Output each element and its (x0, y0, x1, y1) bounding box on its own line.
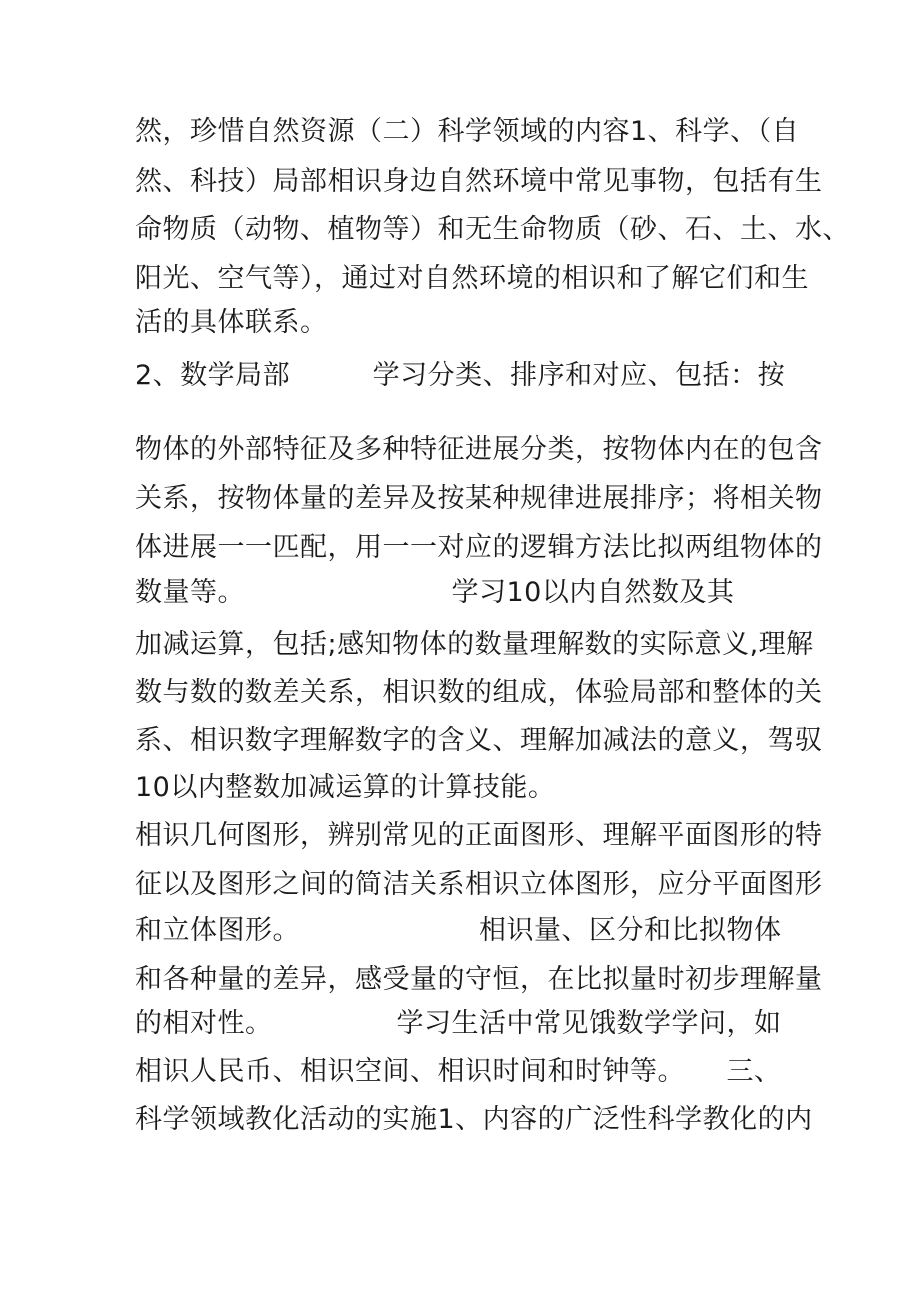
text-line: 命物质（动物、植物等）和无生命物质（砂、石、土、水、 (135, 214, 850, 245)
text-line: 和立体图形。 相识量、区分和比拟物体 (135, 915, 782, 946)
text-line: 加减运算，包括;感知物体的数量理解数的实际意义,理解 (135, 629, 814, 660)
text-line: 征以及图形之间的简洁关系相识立体图形，应分平面图形 (135, 869, 823, 900)
text-line: 10以内整数加减运算的计算技能。 (135, 772, 556, 803)
text-line: 数与数的数差关系，相识数的组成，体验局部和整体的关 (135, 677, 823, 708)
text-line: 数量等。 学习10以内自然数及其 (135, 577, 735, 608)
text-line: 体进展一一匹配，用一一对应的逻辑方法比拟两组物体的 (135, 532, 823, 563)
text-line: 2、数学局部 学习分类、排序和对应、包括：按 (135, 360, 786, 391)
text-line: 和各种量的差异，感受量的守恒，在比拟量时初步理解量 (135, 964, 823, 995)
text-line: 相识人民币、相识空间、相识时间和时钟等。 三、 (135, 1056, 782, 1087)
text-line: 系、相识数字理解数字的含义、理解加减法的意义，驾驭 (135, 725, 823, 756)
text-line: 物体的外部特征及多种特征进展分类，按物体内在的包含 (135, 434, 823, 465)
text-line: 然、科技）局部相识身边自然环境中常见事物，包括有生 (135, 166, 823, 197)
text-line: 科学领域教化活动的实施1、内容的广泛性科学教化的内 (135, 1104, 813, 1135)
text-line: 阳光、空气等），通过对自然环境的相识和了解它们和生 (135, 263, 809, 294)
text-line: 关系，按物体量的差异及按某种规律进展排序；将相关物 (135, 483, 823, 514)
text-line: 的相对性。 学习生活中常见饿数学学问，如 (135, 1008, 782, 1039)
text-line: 相识几何图形，辨别常见的正面图形、理解平面图形的特 (135, 820, 823, 851)
text-line: 然，珍惜自然资源（二）科学领域的内容1、科学、（自 (135, 116, 800, 147)
text-line: 活的具体联系。 (135, 307, 328, 338)
